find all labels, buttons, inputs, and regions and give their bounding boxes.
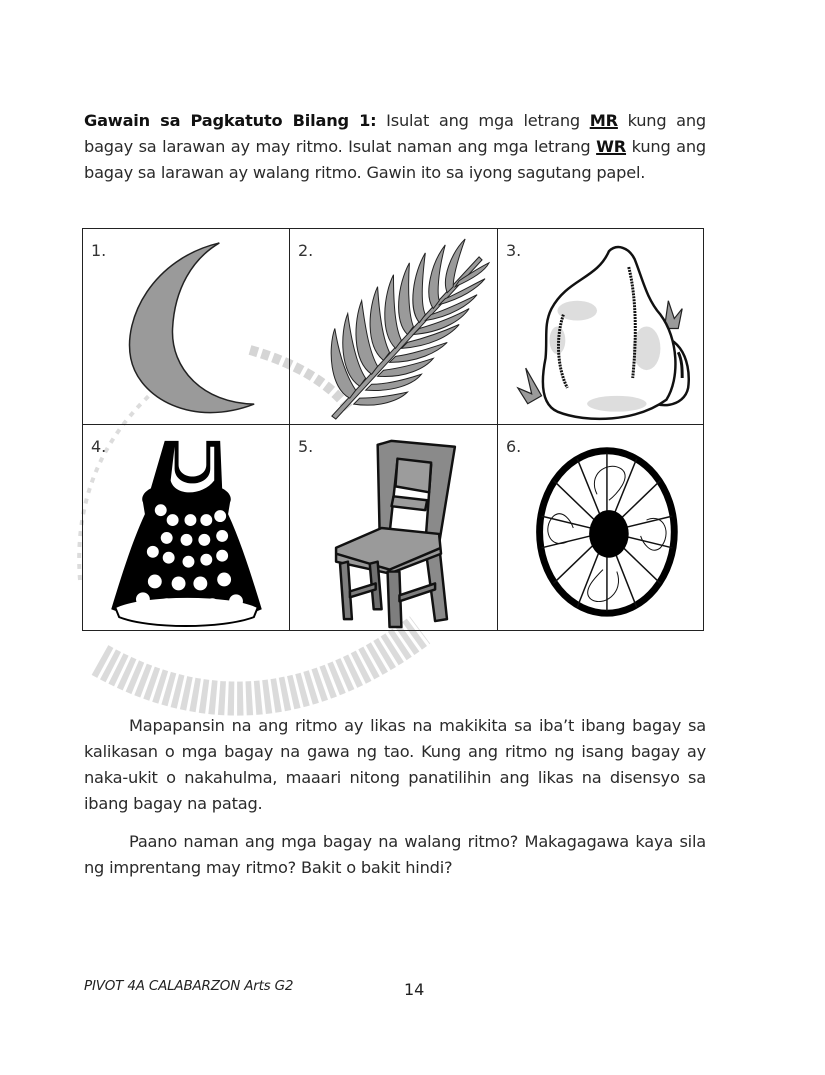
item-number: 2. [298,241,314,260]
picture-grid [82,228,704,631]
item-number: 5. [298,437,314,456]
page-number: 14 [404,980,425,999]
item-number: 3. [506,241,522,260]
code-wr: WR [596,137,627,156]
grid-item-2 [290,229,498,425]
footer-label: PIVOT 4A CALABARZON Arts G2 [84,978,294,994]
polka-dot-dress-icon [83,425,289,630]
grid-item-3 [498,229,703,425]
grid-item-4 [83,425,290,630]
item-number: 6. [506,437,522,456]
code-mr: MR [589,111,618,130]
grid-item-6 [498,425,703,630]
palm-leaf-icon [290,229,497,424]
grid-item-1 [83,229,290,425]
item-number: 1. [91,241,107,260]
paragraph-2: Paano naman ang mga bagay na walang ritmo? Makagagawa kaya sila ng imprentang may ritmo? Bakit o bakit hindi? [84,832,706,877]
chair-icon [290,425,497,630]
wheel-icon [498,425,703,630]
paragraph-1: Mapapansin na ang ritmo ay likas na makikita sa iba’t ibang bagay sa kalikasan o mga bagay na gawa ng tao. Kung ang ritmo ng isang bagay ay naka-ukit o nakahulma, maaari nitong panatilihin ang likas na disensyo sa ibang bagay na patag. [84,716,706,813]
activity-heading: Gawain sa Pagkatuto Bilang 1: [84,111,377,130]
rock-icon [498,229,703,424]
instruction-text: Gawain sa Pagkatuto Bilang 1: Isulat ang mga letrang MR kung ang bagay sa larawan ay may ritmo. Isulat naman ang mga letrang WR kung ang bagay sa larawan ay walang ritmo. Gawin ito sa iyong sagutang papel. [84,111,706,182]
item-number: 4. [91,437,107,456]
crescent-moon-icon [83,229,289,424]
grid-item-5 [290,425,498,630]
